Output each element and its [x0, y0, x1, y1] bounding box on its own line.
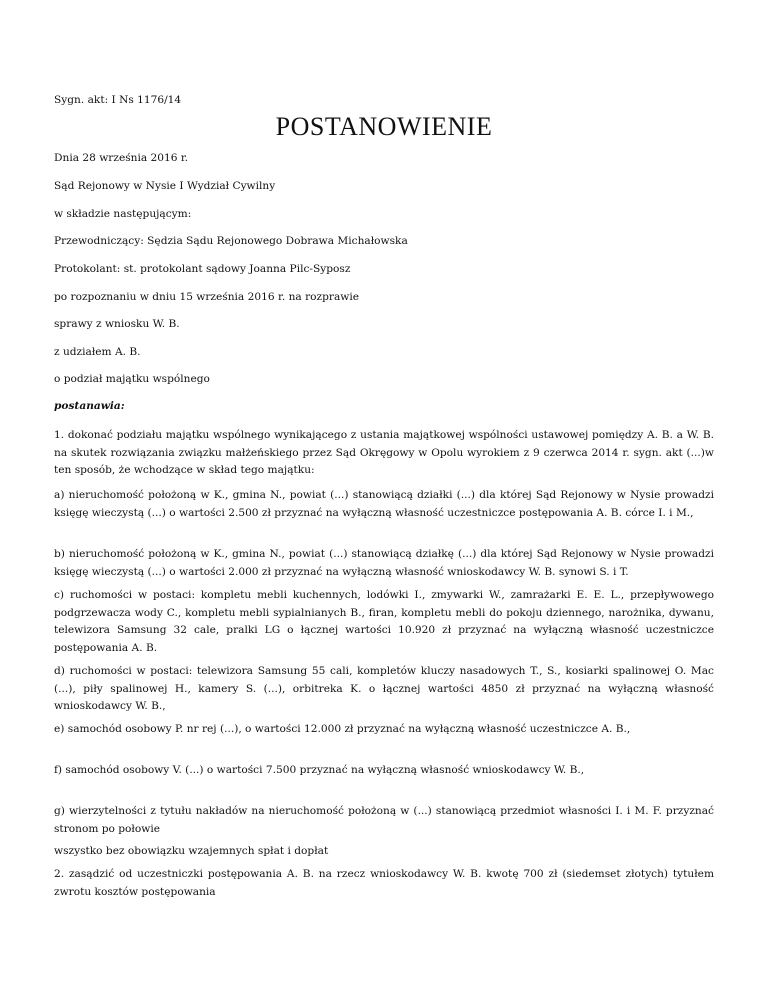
- paragraph-e: e) samochód osobowy P. nr rej (...), o wartości 12.000 zł przyznać na wyłączną własność uczestniczce A. B.,: [54, 723, 631, 735]
- no-repayment-line: wszystko bez obowiązku wzajemnych spłat i dopłat: [54, 845, 329, 857]
- paragraph-b: b) nieruchomość położoną w K., gmina N., powiat (...) stanowiącą działkę (...) dla której Sąd Rejonowy w Nysie prowadzi księgę wieczystą (...) o wartości 2.000 zł przyznać na wyłączną własność wnioskodawcy W. B. synowi S. i T.: [54, 548, 714, 578]
- paragraph-g: g) wierzytelności z tytułu nakładów na nieruchomość położoną w (...) stanowiącą przedmiot własności I. i M. F. przyznać stronom po połowie: [54, 805, 714, 835]
- court-line: Sąd Rejonowy w Nysie I Wydział Cywilny: [54, 180, 276, 192]
- participant-line: z udziałem A. B.: [54, 346, 141, 358]
- document-title: POSTANOWIENIE: [275, 112, 493, 141]
- composition-line: w składzie następującym:: [54, 208, 192, 220]
- paragraph-a: a) nieruchomość położoną w K., gmina N., powiat (...) stanowiącą działki (...) dla której Sąd Rejonowy w Nysie prowadzi księgę wieczystą (...) o wartości 2.500 zł przyznać na wyłączną własność uczestniczce postępowania A. B. córce I. i M.,: [54, 489, 714, 519]
- presiding-judge-line: Przewodniczący: Sędzia Sądu Rejonowego Dobrawa Michałowska: [54, 235, 408, 247]
- subject-line: o podział majątku wspólnego: [54, 373, 210, 385]
- case-number: Sygn. akt: I Ns 1176/14: [54, 94, 182, 106]
- verdict-heading: postanawia:: [54, 400, 125, 412]
- clerk-line: Protokolant: st. protokolant sądowy Joanna Pilc-Syposz: [54, 263, 351, 275]
- paragraph-d: d) ruchomości w postaci: telewizora Samsung 55 cali, kompletów kluczy nasadowych T., S., kosiarki spalinowej O. Mac (...), piły spalinowej H., kamery S. (...), orbitreka K. o łącznej wartości 4850 zł przyznać na wyłączną własność wnioskodawcy W. B.,: [54, 665, 714, 712]
- paragraph-f: f) samochód osobowy V. (...) o wartości 7.500 przyznać na wyłączną własność wnioskodawcy W. B.,: [54, 764, 585, 776]
- paragraph-1: 1. dokonać podziału majątku wspólnego wynikającego z ustania majątkowej wspólności ustawowej pomiędzy A. B. a W. B. na skutek rozwiązania związku małżeńskiego przez Sąd Okręgowy w Opolu wyrokiem z 9 czerwca 2014 r. sygn. akt (...)w ten sposób, że wchodzące w skład tego majątku:: [54, 429, 714, 476]
- date-line: Dnia 28 września 2016 r.: [54, 152, 189, 164]
- paragraph-c: c) ruchomości w postaci: kompletu mebli kuchennych, lodówki I., zmywarki W., zamrażarki E. E. L., przepływowego podgrzewacza wody C., kompletu mebli sypialnianych B., firan, kompletu mebli do pokoju dziennego, narożnika, dywanu, telewizora Samsung 32 cale, pralki LG o łącznej wartości 10.920 zł przyznać na wyłączną własność uczestniczce postępowania A. B.: [54, 589, 714, 654]
- hearing-date-line: po rozpoznaniu w dniu 15 września 2016 r. na rozprawie: [54, 291, 359, 303]
- paragraph-2: 2. zasądzić od uczestniczki postępowania A. B. na rzecz wnioskodawcy W. B. kwotę 700 zł (siedemset złotych) tytułem zwrotu kosztów postępowania: [54, 868, 714, 898]
- applicant-line: sprawy z wniosku W. B.: [54, 318, 180, 330]
